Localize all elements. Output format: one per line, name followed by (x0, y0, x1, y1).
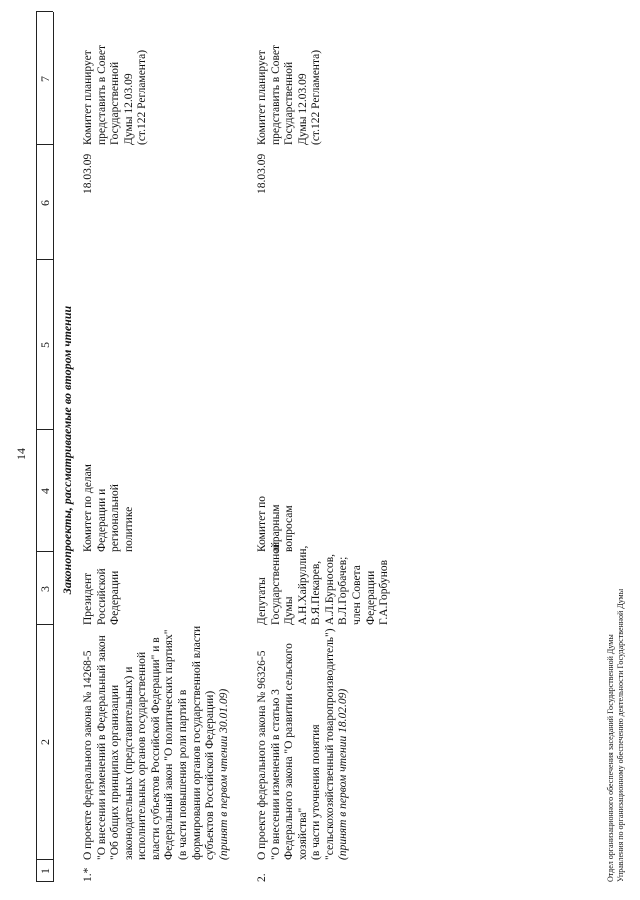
title-line: власти субъектов Российской Федерации" и в (149, 637, 162, 860)
row-number: 2. (256, 873, 268, 882)
remark-line: Думы 12.03.09 (122, 73, 135, 145)
title-line: субъектов Российской Федерации) (204, 690, 217, 860)
column-divider (36, 11, 53, 12)
footer-line: Отдел организационного обеспечения заседаний Государственной Думы (606, 634, 615, 882)
reading-note: (принят в первом чтении 18.02.09) (337, 688, 350, 860)
column-divider (36, 144, 53, 145)
row-author (256, 541, 392, 625)
row-date: 18.03.09 (256, 153, 268, 194)
remark-line: Комитет планирует (82, 50, 94, 145)
column-number-7: 7 (38, 76, 52, 82)
author-line: Президент (82, 572, 94, 625)
remark-line: (ст.122 Регламента) (310, 49, 323, 145)
column-number-1: 1 (38, 868, 52, 874)
header-bottom-line (53, 12, 54, 882)
title-line: О проекте федерального закона № 14268-5 (82, 650, 94, 860)
committee-line: региональной (109, 484, 122, 552)
title-line: Федеральный закон "О политических партиях" (163, 629, 176, 860)
remark-line: Государственной (283, 61, 296, 145)
remark-line: (ст.122 Регламента) (136, 49, 149, 145)
title-line: исполнительных органов государственной (136, 651, 149, 860)
column-divider (36, 429, 53, 430)
committee-line: Комитет по делам (82, 464, 94, 552)
column-number-5: 5 (38, 342, 52, 348)
remark-line: представить в Совет (269, 44, 282, 145)
committee-line: политике (122, 506, 135, 552)
committee-line: вопросам (283, 505, 296, 552)
remark-line: Комитет планирует (256, 50, 268, 145)
author-line: А.Н.Хайруллин, (296, 545, 309, 625)
row-remark (256, 15, 324, 145)
author-line: Государственной (269, 541, 282, 625)
author-line: Российской (95, 568, 108, 625)
footer (606, 589, 626, 882)
author-line: член Совета (350, 565, 363, 625)
committee-line: Федерации и (95, 488, 108, 552)
author-line: А.Л.Бурносов, (323, 553, 336, 625)
committee-line: Комитет по (256, 496, 268, 552)
author-line: Думы (283, 596, 296, 625)
author-line: Федерации (109, 570, 122, 625)
column-divider (36, 551, 53, 552)
title-line: (в части повышения роли партий в (176, 689, 189, 860)
column-number-4: 4 (38, 488, 52, 494)
row-committee (82, 432, 136, 552)
header-top-line (36, 12, 37, 882)
row-title (256, 624, 351, 860)
row-remark (82, 15, 150, 145)
remark-line: Думы 12.03.09 (296, 73, 309, 145)
row-date: 18.03.09 (82, 153, 94, 194)
title-line: хозяйства" (296, 807, 309, 860)
title-line: "сельскохозяйственный товаропроизводитель") (323, 628, 336, 860)
author-line: Депутаты (256, 577, 268, 625)
title-line: (в части уточнения понятия (310, 724, 323, 860)
title-line: "О внесении изменений в Федеральный закон (95, 635, 108, 860)
column-number-2: 2 (38, 739, 52, 745)
footer-line: Управления по организационному обеспечению деятельности Государственной Думы (616, 588, 625, 882)
remark-line: представить в Совет (95, 44, 108, 145)
title-line: "Об общих принципах организации (109, 684, 122, 860)
author-line: В.Л.Горбачев; (337, 556, 350, 625)
author-line: Федерации (364, 570, 377, 625)
row-committee (256, 432, 297, 552)
row-author (82, 545, 123, 625)
title-line: законодательных (представительных) и (122, 666, 135, 860)
remark-line: Государственной (109, 61, 122, 145)
title-line: "О внесении изменений в статью 3 (269, 689, 282, 860)
committee-line: аграрным (269, 504, 282, 552)
section-title: Законопроекты, рассматриваемые во втором чтении (60, 305, 74, 595)
column-divider (36, 624, 53, 625)
column-number-6: 6 (38, 200, 52, 206)
title-line: Федерального закона "О развитии сельского (283, 643, 296, 860)
author-line: В.Я.Пекарев, (310, 560, 323, 625)
title-line: формировании органов государственной власти (190, 625, 203, 860)
reading-note: (принят в первом чтении 30.01.09) (217, 688, 230, 860)
title-line: О проекте федерального закона № 96326-5 (256, 650, 268, 860)
row-title (82, 624, 231, 860)
column-number-3: 3 (38, 586, 52, 592)
column-divider (36, 259, 53, 260)
row-number: 1.* (82, 867, 94, 882)
page-number: 14 (14, 448, 28, 460)
author-line: Г.А.Горбунов (378, 559, 391, 625)
